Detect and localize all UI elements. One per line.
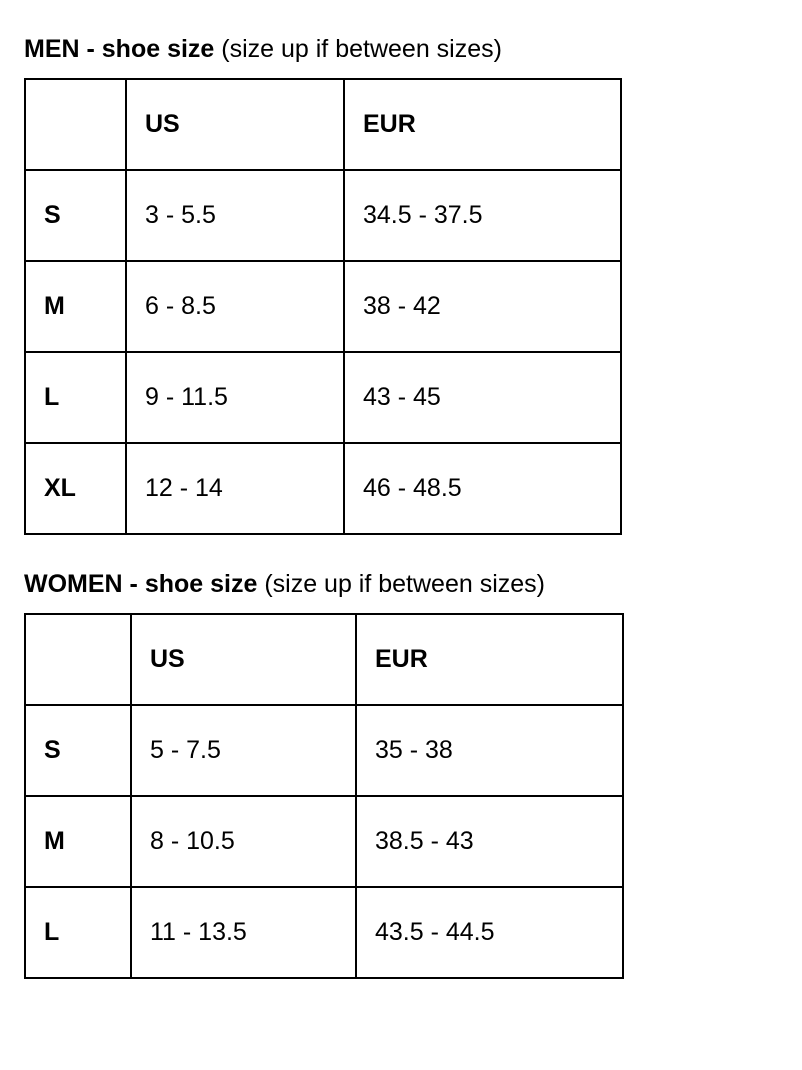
table-header-row xyxy=(25,79,621,170)
men-heading-bold: MEN - shoe size xyxy=(24,35,215,63)
women-size-section xyxy=(24,569,802,979)
table-row xyxy=(25,352,621,443)
women-row-eur-m: 38.5 - 43 xyxy=(356,796,623,887)
men-size-table xyxy=(24,78,622,535)
table-row xyxy=(25,443,621,534)
table-row xyxy=(25,887,623,978)
women-heading-note: (size up if between sizes) xyxy=(257,570,545,598)
men-row-label-xl: XL xyxy=(25,443,126,534)
men-row-eur-xl: 46 - 48.5 xyxy=(344,443,621,534)
table-header-row xyxy=(25,614,623,705)
men-header-eur: EUR xyxy=(344,79,621,170)
women-row-us-s: 5 - 7.5 xyxy=(131,705,356,796)
women-table-head xyxy=(25,614,623,705)
women-section-heading xyxy=(24,569,802,599)
men-row-eur-s: 34.5 - 37.5 xyxy=(344,170,621,261)
men-row-eur-l: 43 - 45 xyxy=(344,352,621,443)
table-row xyxy=(25,261,621,352)
men-row-label-s: S xyxy=(25,170,126,261)
men-section-heading xyxy=(24,34,802,64)
table-row xyxy=(25,796,623,887)
women-header-corner xyxy=(25,614,131,705)
women-header-us: US xyxy=(131,614,356,705)
men-table-head xyxy=(25,79,621,170)
women-size-table xyxy=(24,613,624,979)
women-row-eur-l: 43.5 - 44.5 xyxy=(356,887,623,978)
table-row xyxy=(25,705,623,796)
women-row-eur-s: 35 - 38 xyxy=(356,705,623,796)
men-row-label-l: L xyxy=(25,352,126,443)
men-row-us-l: 9 - 11.5 xyxy=(126,352,344,443)
women-row-label-l: L xyxy=(25,887,131,978)
women-table-body xyxy=(25,705,623,978)
men-row-us-s: 3 - 5.5 xyxy=(126,170,344,261)
men-row-eur-m: 38 - 42 xyxy=(344,261,621,352)
men-heading-note: (size up if between sizes) xyxy=(214,35,502,63)
men-header-us: US xyxy=(126,79,344,170)
men-row-label-m: M xyxy=(25,261,126,352)
table-row xyxy=(25,170,621,261)
men-header-corner xyxy=(25,79,126,170)
women-row-us-l: 11 - 13.5 xyxy=(131,887,356,978)
women-row-label-m: M xyxy=(25,796,131,887)
women-heading-bold: WOMEN - shoe size xyxy=(24,570,258,598)
men-table-body xyxy=(25,170,621,534)
men-row-us-m: 6 - 8.5 xyxy=(126,261,344,352)
men-row-us-xl: 12 - 14 xyxy=(126,443,344,534)
women-header-eur: EUR xyxy=(356,614,623,705)
women-row-label-s: S xyxy=(25,705,131,796)
men-size-section xyxy=(24,34,802,535)
women-row-us-m: 8 - 10.5 xyxy=(131,796,356,887)
